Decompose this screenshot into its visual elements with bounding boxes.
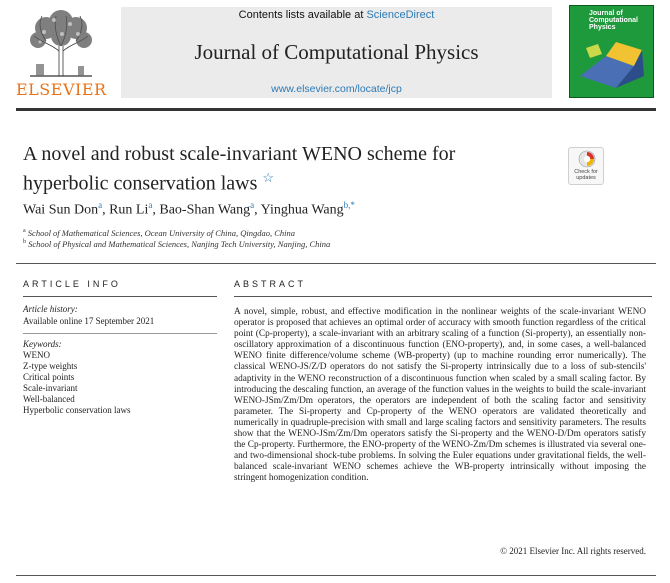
keywords-divider bbox=[23, 333, 217, 334]
keyword-item: Z-type weights bbox=[23, 361, 78, 371]
affiliation-text: School of Mathematical Sciences, Ocean University of China, Qingdao, China bbox=[27, 228, 296, 238]
keyword-item: Hyperbolic conservation laws bbox=[23, 405, 131, 415]
abstract-heading: ABSTRACT bbox=[234, 279, 307, 289]
article-title bbox=[23, 142, 543, 196]
check-for-updates-button[interactable] bbox=[568, 147, 604, 185]
keywords-label: Keywords: bbox=[23, 339, 62, 349]
abstract-text: A novel, simple, robust, and effective modification in the nonlinear weights of the scale-invariant WENO operator is proposed that achieves an optimal order of accuracy with smooth function regardless of the critical point (Cp-property), a scale-invariant with an arbitrary scaling of a function (Si-property), an essentially non-oscillatory approximation of a discontinuous function (ENO-property), and, in some cases, a well-balanced WENO finite difference/volume scheme (WB-property) (up to machine rounding error numerically). The classical WENO-JS/Z/D operators do not satisfy the Si-property intrinsically due to a loss of sub-stencils' adaptivity in the WENO reconstruction of a discontinuous function when scaled by a small scaling factor. By introducing the descaling function, an average of the function values in the weights to build the scale-invariant WENO-JSm/Zm/Dm operators, the operators are independent of both the scaling factor and sensitivity parameter. The Si-property and Cp-property of the WENO operators are validated theoretically and numerically in quadruple-precision with small and large scaling factors and sensitivity parameters. The results show that the WENO-JSm/Zm/Dm operators satisfy the Si-property and the WENO-D/Dm operators satisfy the Cp-property. Furthermore, the ENO-property of the WENO-Zm/Dm schemes is illustrated via several one- and two-dimensional shock-tube problems. In solving the Euler equations under gravitational fields, the well-balanced scale-invariant WENO schemes achieve the WB-property intrinsically without imposing the stringent homogenization condition. bbox=[234, 307, 646, 484]
keyword-item: Well-balanced bbox=[23, 394, 75, 404]
keyword-item: Scale-invariant bbox=[23, 383, 78, 393]
article-history-label: Article history: bbox=[23, 304, 78, 314]
journal-cover[interactable] bbox=[569, 5, 654, 98]
author-name[interactable]: Bao-Shan Wang bbox=[159, 202, 251, 218]
elsevier-logo[interactable] bbox=[16, 6, 106, 100]
author-list: Wai Sun Don$^a$, Run Li$^a$, Bao-Shan Wang$^a$, Yinghua Wang$^{b,*}$ bbox=[23, 200, 355, 218]
abstract-divider bbox=[234, 296, 652, 297]
affiliation-a bbox=[23, 228, 623, 238]
affiliation-marker: a bbox=[23, 228, 26, 235]
author-affiliation-marker[interactable]: a bbox=[250, 200, 255, 210]
affiliation-divider bbox=[16, 263, 656, 264]
article-info-heading: ARTICLE INFO bbox=[23, 279, 121, 289]
contents-line bbox=[121, 9, 552, 21]
cover-art-icon bbox=[576, 36, 648, 94]
header-divider bbox=[16, 108, 656, 111]
check-updates-label: Check for updates bbox=[574, 169, 598, 181]
keyword-list bbox=[23, 350, 130, 416]
author-name[interactable]: Yinghua Wang bbox=[260, 202, 344, 218]
keyword-item: WENO bbox=[23, 350, 50, 360]
elsevier-wordmark: ELSEVIER bbox=[16, 80, 107, 99]
article-history-value: Available online 17 September 2021 bbox=[23, 316, 155, 326]
contents-prefix: Contents lists available at bbox=[238, 9, 367, 21]
keyword-item: Critical points bbox=[23, 372, 75, 382]
author-name[interactable]: Run Li bbox=[109, 202, 149, 218]
elsevier-tree-icon bbox=[26, 6, 96, 78]
journal-url-link[interactable]: www.elsevier.com/locate/jcp bbox=[271, 83, 402, 95]
affiliation-text: School of Physical and Mathematical Sciences, Nanjing Tech University, Nanjing, China bbox=[28, 239, 331, 249]
affiliation-b bbox=[23, 239, 623, 249]
copyright-notice: © 2021 Elsevier Inc. All rights reserved. bbox=[500, 546, 646, 556]
journal-title: Journal of Computational Physics bbox=[194, 40, 479, 64]
bottom-divider bbox=[16, 575, 656, 576]
author-name[interactable]: Wai Sun Don bbox=[23, 202, 99, 218]
article-title-text: A novel and robust scale-invariant WENO scheme for hyperbolic conservation laws bbox=[23, 143, 456, 195]
check-updates-icon bbox=[578, 150, 596, 168]
title-footnote-star[interactable]: ☆ bbox=[262, 170, 275, 185]
journal-header bbox=[121, 7, 552, 98]
author-affiliation-marker[interactable]: a bbox=[148, 200, 153, 210]
cover-title: Journal of Computational Physics bbox=[589, 10, 638, 31]
author-affiliation-marker[interactable]: b,* bbox=[343, 200, 355, 210]
affiliation-marker: b bbox=[23, 239, 26, 246]
author-affiliation-marker[interactable]: a bbox=[98, 200, 103, 210]
sciencedirect-link[interactable]: ScienceDirect bbox=[366, 9, 435, 21]
article-info-divider bbox=[23, 296, 217, 297]
